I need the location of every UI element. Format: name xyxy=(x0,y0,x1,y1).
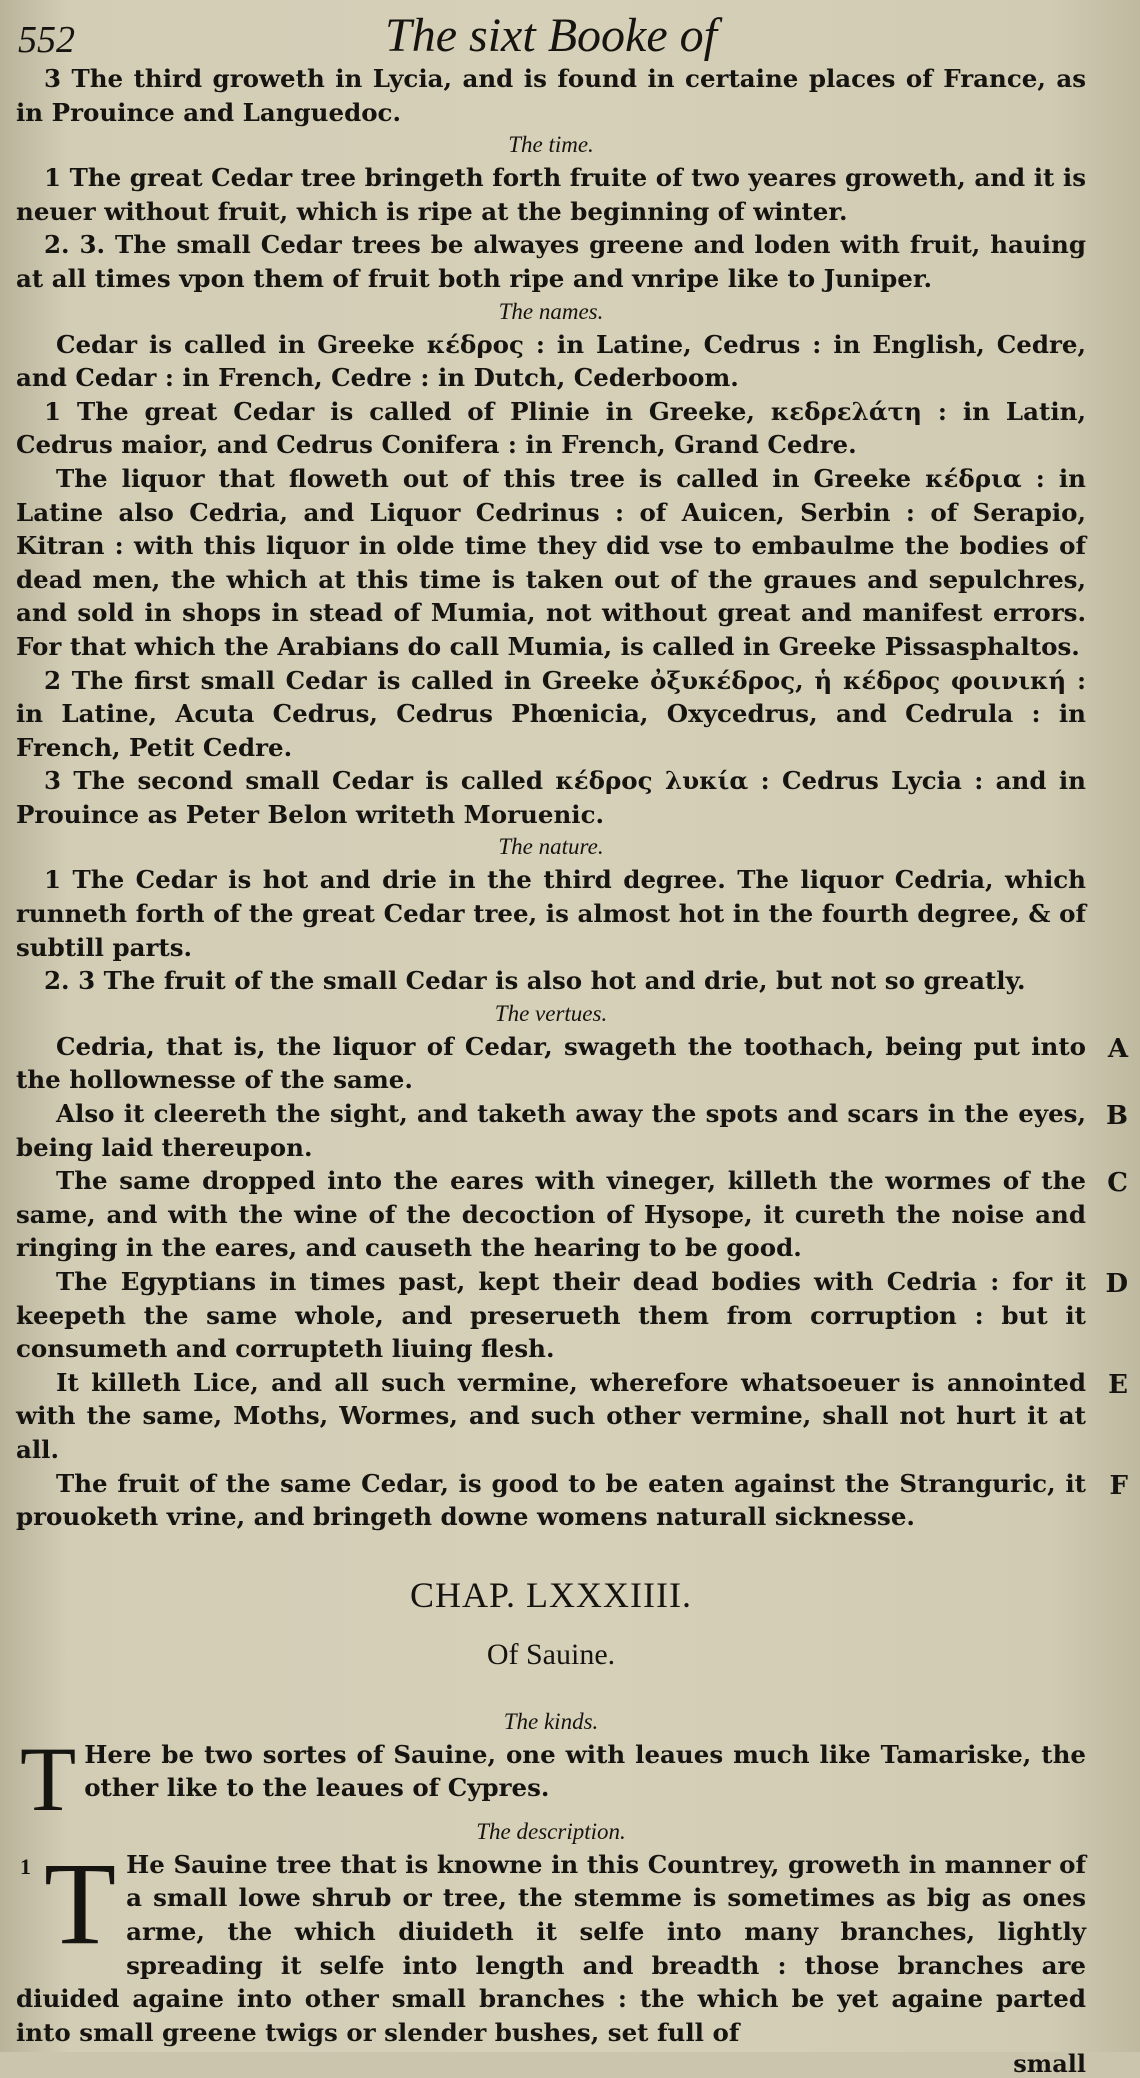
vertue-text: The Egyptians in times past, kept their dead bodies with Cedria : for it keepeth the same whole, and preserueth them from corruption : but it consumeth and corrupteth liuing flesh. xyxy=(16,1267,1086,1364)
vertue-text: Also it cleereth the sight, and taketh away the spots and scars in the eyes, being laid thereupon. xyxy=(16,1099,1086,1162)
names-paragraph-4: 2 The first small Cedar is called in Greeke ὀξυκέδρος, ἡ κέδρος φοινική : in Latine, Acuta Cedrus, Cedrus Phœnicia, Oxycedrus, and Cedrula : in French, Petit Cedre. xyxy=(16,665,1086,762)
description-number: 1 xyxy=(20,1853,31,1879)
page-header xyxy=(16,0,1086,62)
description-paragraph xyxy=(16,1837,1086,2050)
kinds-heading: The kinds. xyxy=(503,1708,599,1734)
nature-paragraph-2: 2. 3 The fruit of the small Cedar is also hot and drie, but not so greatly. xyxy=(44,966,1026,996)
margin-marker: E xyxy=(1108,1369,1128,1400)
names-paragraph-2: 1 The great Cedar is called of Plinie in Greeke, κεδρελάτη : in Latin, Cedrus maior, and Cedrus Conifera : in French, Grand Cedre. xyxy=(16,396,1086,460)
time-heading: The time. xyxy=(508,132,594,158)
description-heading: The description. xyxy=(476,1818,626,1844)
drop-capital: T xyxy=(44,1837,117,1969)
kinds-paragraph xyxy=(16,1727,1086,1830)
time-paragraph-2: 2. 3. The small Cedar trees be alwayes greene and loden with fruit, hauing at all times vpon them of fruit both ripe and vnripe like to Juniper. xyxy=(16,230,1086,293)
vertues-heading: The vertues. xyxy=(494,1000,608,1026)
vertue-text: The same dropped into the eares with vineger, killeth the wormes of the same, and with the wine of the decoction of Hysope, it cureth the noise and ringing in the eares, and causeth the hearing to be good. xyxy=(16,1166,1086,1263)
chapter-number: CHAP. LXXXIIII. xyxy=(410,1574,692,1615)
folio-number: 552 xyxy=(18,19,75,61)
vertue-paragraph xyxy=(16,1366,1128,1467)
margin-marker: D xyxy=(1105,1269,1128,1299)
names-paragraph-1: Cedar is called in Greeke κέδρος : in Latine, Cedrus : in English, Cedre, and Cedar : in French, Cedre : in Dutch, Cederboom. xyxy=(16,329,1086,393)
margin-marker: B xyxy=(1106,1101,1128,1132)
margin-marker: C xyxy=(1107,1168,1128,1199)
vertue-text: It killeth Lice, and all such vermine, wherefore whatsoeuer is annointed with the same, Moths, Wormes, and such other vermine, shall not hurt it at all. xyxy=(16,1367,1086,1464)
margin-marker: F xyxy=(1109,1470,1128,1501)
margin-marker: A xyxy=(1107,1033,1128,1064)
vertue-paragraph xyxy=(16,1030,1128,1097)
vertue-paragraph xyxy=(16,1097,1128,1164)
running-title: The sixt Booke of xyxy=(385,9,717,62)
vertue-text: Cedria, that is, the liquor of Cedar, swageth the toothach, being put into the hollownesse of the same. xyxy=(16,1031,1086,1095)
nature-heading: The nature. xyxy=(498,834,604,860)
description-text: He Sauine tree that is knowne in this Countrey, groweth in manner of a small lowe shrub or tree, the stemme is sometimes as big as ones arme, the which diuideth it selfe into many branches, lightly spreading it selfe into length and breadth : those branches are diuided againe into other small branches : the which be yet againe parted into small greene twigs or slender bushes, set full of xyxy=(16,1849,1086,2047)
vertue-paragraph xyxy=(16,1164,1128,1265)
kinds-text: Here be two sortes of Sauine, one with leaues much like Tamariske, the other like to the leaues of Cypres. xyxy=(84,1739,1086,1803)
chapter-title: Of Sauine. xyxy=(486,1637,616,1671)
nature-paragraph-1: 1 The Cedar is hot and drie in the third degree. The liquor Cedria, which runneth forth of the great Cedar tree, is almost hot in the fourth degree, & of subtill parts. xyxy=(16,865,1086,962)
vertue-text: The fruit of the same Cedar, is good to be eaten against the Stranguric, it prouoketh vrine, and bringeth downe womens naturall sicknesse. xyxy=(16,1468,1086,1532)
time-paragraph-1: 1 The great Cedar tree bringeth forth fruite of two yeares groweth, and it is neuer without fruit, which is ripe at the beginning of winter. xyxy=(16,163,1086,226)
names-paragraph-3: The liquor that floweth out of this tree is called in Greeke κέδρια : in Latine also Cedria, and Liquor Cedrinus : of Auicen, Serbin : of Serapio, Kitran : with this liquor in olde time they did vse to embaulme the bodies of dead men, the which at this time is taken out of the graues and sepulchres, and sold in shops in stead of Mumia, not without great and manifest errors. For that which the Arabians do call Mumia, is called in Greeke Pissasphaltos. xyxy=(16,463,1086,661)
vertue-paragraph xyxy=(16,1265,1128,1366)
catchword: small xyxy=(1013,2049,1086,2078)
vertue-paragraph xyxy=(16,1467,1128,1534)
drop-capital: T xyxy=(20,1727,77,1830)
kinds-paragraph-3: 3 The third groweth in Lycia, and is found in certaine places of France, as in Prouince and Languedoc. xyxy=(16,64,1086,127)
names-heading: The names. xyxy=(498,298,604,324)
names-paragraph-5: 3 The second small Cedar is called κέδρος λυκία : Cedrus Lycia : and in Prouince as Peter Belon writeth Moruenic. xyxy=(16,766,1086,829)
